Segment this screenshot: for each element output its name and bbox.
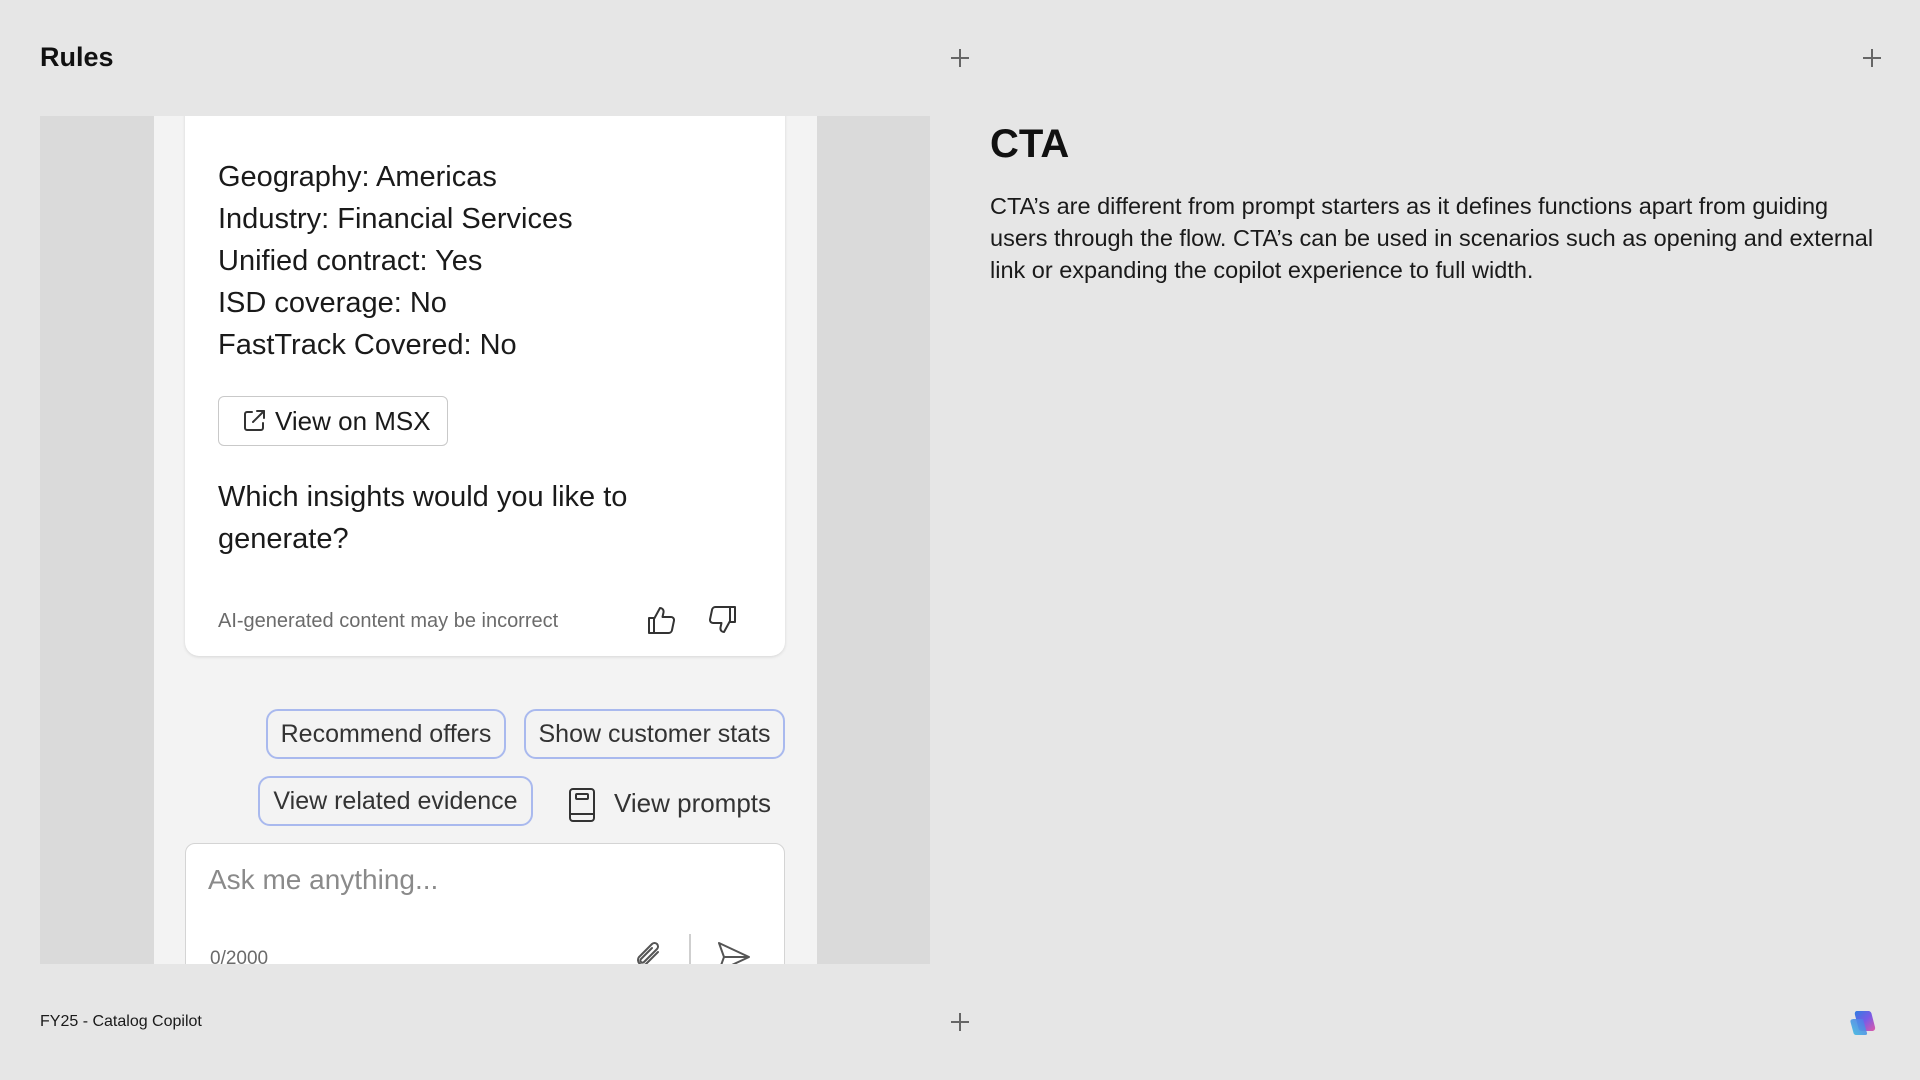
info-fasttrack: FastTrack Covered: No <box>218 329 517 361</box>
plus-icon <box>951 1013 969 1031</box>
slide-title: Rules <box>40 42 114 72</box>
chat-composer <box>185 843 785 964</box>
suggestion-chip-recommend-offers[interactable]: Recommend offers <box>266 709 506 759</box>
section-description: CTA’s are different from prompt starters as it defines functions apart from guiding users through the flow. CTA’s can be used in scenarios such as opening and external link or expanding the copilot experience to full width. <box>990 193 1874 283</box>
plus-icon <box>1863 49 1881 67</box>
account-info-list <box>218 156 573 366</box>
ask-input[interactable] <box>208 864 708 896</box>
external-link-icon <box>241 408 267 434</box>
view-prompts-label: View prompts <box>614 788 772 818</box>
footer-label: FY25 - Catalog Copilot <box>40 1013 202 1030</box>
attach-icon[interactable] <box>632 940 666 964</box>
info-industry: Industry: Financial Services <box>218 203 573 235</box>
copilot-mockup <box>40 116 930 964</box>
view-on-msx-button[interactable] <box>218 396 448 446</box>
thumbs-up-icon[interactable] <box>645 603 677 637</box>
info-isd-coverage: ISD coverage: No <box>218 287 447 319</box>
prompt-book-icon <box>568 787 596 823</box>
copilot-pane <box>154 116 817 964</box>
composer-divider <box>689 934 691 964</box>
suggestion-chip-related-evidence[interactable]: View related evidence <box>258 776 533 826</box>
plus-icon <box>951 49 969 67</box>
send-icon[interactable] <box>716 940 752 964</box>
copilot-logo-icon <box>1848 1007 1880 1039</box>
ai-disclaimer: AI-generated content may be incorrect <box>218 610 559 632</box>
view-prompts-button[interactable] <box>568 783 771 823</box>
follow-up-question: Which insights would you like to generate? <box>218 481 628 555</box>
info-unified-contract: Unified contract: Yes <box>218 245 483 277</box>
character-count: 0/2000 <box>210 948 269 964</box>
view-on-msx-label: View on MSX <box>275 405 431 436</box>
thumbs-down-icon[interactable] <box>707 603 739 637</box>
info-geography: Geography: Americas <box>218 161 497 193</box>
section-heading: CTA <box>990 122 1070 166</box>
suggestion-chip-customer-stats[interactable]: Show customer stats <box>524 709 785 759</box>
response-card <box>185 116 785 656</box>
